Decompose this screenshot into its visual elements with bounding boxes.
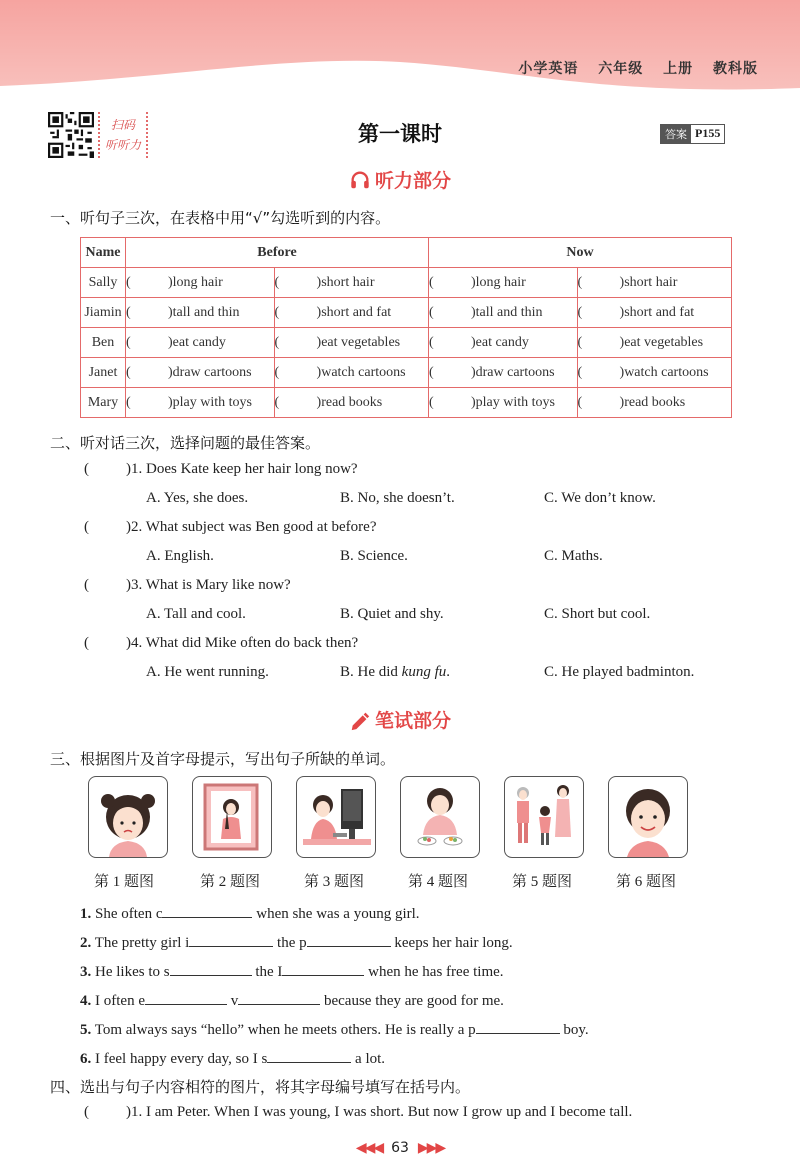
check-option[interactable]: ( )short hair [577, 268, 731, 298]
check-option[interactable]: ( )watch cartoons [274, 358, 428, 388]
picture-caption: 第 4 题图 [408, 874, 469, 890]
answer-option: B. Science. [340, 548, 408, 564]
check-option[interactable]: ( )eat candy [428, 328, 577, 358]
fill-sentence: 3. He likes to s the I when he has free time. [80, 961, 504, 981]
table-row [81, 268, 732, 298]
check-option[interactable]: ( )play with toys [428, 388, 577, 418]
section4-title: 四、选出与句子内容相符的图片，将其字母编号填写在括号内。 [50, 1078, 471, 1096]
check-option[interactable]: ( )read books [274, 388, 428, 418]
pencil-icon [349, 709, 371, 731]
picture-5 [504, 776, 584, 858]
fill-sentence: 5. Tom always says “hello” when he meets others. He is really a p boy. [80, 1019, 589, 1039]
answer-blank[interactable] [282, 961, 364, 976]
picture-2 [192, 776, 272, 858]
check-option[interactable]: ( )draw cartoons [428, 358, 577, 388]
picture-caption: 第 5 题图 [512, 874, 573, 890]
check-option[interactable]: ( )tall and thin [126, 298, 275, 328]
question-row [84, 577, 291, 594]
answer-paren[interactable]: ( [274, 334, 280, 350]
answer-blank[interactable] [145, 990, 227, 1005]
check-option[interactable]: ( )eat vegetables [577, 328, 731, 358]
writing-part-title: 笔试部分 [0, 706, 800, 733]
answer-paren[interactable]: ( [84, 577, 89, 593]
answer-blank[interactable] [476, 1019, 560, 1034]
question-row [84, 461, 358, 478]
answer-paren[interactable]: ( [84, 519, 89, 535]
question-text: )3. What is Mary like now? [126, 577, 291, 593]
section3-title: 三、根据图片及首字母提示，写出句子所缺的单词。 [50, 750, 396, 768]
check-option[interactable]: ( )long hair [428, 268, 577, 298]
fill-sentence: 1. She often c when she was a young girl. [80, 903, 420, 923]
answer-paren[interactable]: ( [84, 461, 89, 477]
answer-option: B. He did kung fu. [340, 664, 450, 680]
check-option[interactable]: ( )eat candy [126, 328, 275, 358]
qr-label: 扫码 听听力 [98, 112, 148, 158]
answer-paren[interactable]: ( [577, 304, 583, 320]
listening-part-title: 听力部分 [0, 166, 800, 193]
col-name-header: Name [81, 238, 126, 268]
right-arrows-icon: ▶▶▶ [417, 1140, 445, 1156]
section1-title: 一、听句子三次，在表格中用“√”勾选听到的内容。 [50, 209, 391, 227]
answer-blank[interactable] [189, 932, 273, 947]
picture-row [88, 776, 698, 858]
page-footer [0, 1140, 800, 1156]
headphones-icon [349, 169, 371, 191]
answer-option: A. Yes, she does. [146, 490, 249, 506]
page-number: 63 [391, 1140, 409, 1156]
picture-caption: 第 1 题图 [94, 874, 155, 890]
answer-option: B. Quiet and shy. [340, 606, 444, 622]
table-row [81, 298, 732, 328]
answer-paren[interactable]: ( [274, 394, 280, 410]
check-option[interactable]: ( )short and fat [274, 298, 428, 328]
answer-paren[interactable]: ( [126, 334, 131, 350]
answer-paren[interactable]: ( [428, 394, 434, 410]
fill-sentence: 2. The pretty girl i the p keeps her hair long. [80, 932, 513, 952]
row-name: Ben [81, 328, 126, 358]
answer-paren[interactable]: ( [126, 394, 131, 410]
answer-option: B. No, she doesn’t. [340, 490, 455, 506]
grade: 六年级 [598, 61, 644, 77]
volume: 上册 [663, 61, 694, 77]
header-wave [0, 0, 800, 110]
fill-sentence: 6. I feel happy every day, so I s a lot. [80, 1048, 385, 1068]
answer-paren[interactable]: ( [577, 364, 583, 380]
check-option[interactable]: ( )read books [577, 388, 731, 418]
question-text: )4. What did Mike often do back then? [126, 635, 359, 651]
question-text: )1. I am Peter. When I was young, I was short. But now I grow up and I become tall. [126, 1104, 633, 1120]
question-row [84, 1104, 632, 1121]
row-name: Sally [81, 268, 126, 298]
picture-caption: 第 6 题图 [616, 874, 677, 890]
answer-blank[interactable] [170, 961, 252, 976]
answer-paren[interactable]: ( [126, 364, 131, 380]
row-name: Mary [81, 388, 126, 418]
book-info [504, 58, 758, 78]
table-row [81, 358, 732, 388]
col-before-header: Before [126, 238, 429, 268]
answer-option: A. Tall and cool. [146, 606, 246, 622]
answer-option: C. Maths. [544, 548, 603, 564]
picture-6 [608, 776, 688, 858]
picture-caption: 第 2 题图 [200, 874, 261, 890]
check-option[interactable]: ( )short and fat [577, 298, 731, 328]
answer-paren[interactable]: ( [274, 364, 280, 380]
col-now-header: Now [428, 238, 731, 268]
answer-paren[interactable]: ( [84, 635, 89, 651]
picture-caption: 第 3 题图 [304, 874, 365, 890]
subject: 小学英语 [518, 61, 579, 77]
check-option[interactable]: ( )tall and thin [428, 298, 577, 328]
answer-blank[interactable] [267, 1048, 351, 1063]
answer-reference: 答案 P155 [660, 124, 725, 144]
answer-option: C. We don’t know. [544, 490, 656, 506]
check-option[interactable]: ( )eat vegetables [274, 328, 428, 358]
hair-habits-table [80, 237, 732, 418]
answer-blank[interactable] [307, 932, 391, 947]
answer-option: C. He played badminton. [544, 664, 695, 680]
question-text: )1. Does Kate keep her hair long now? [126, 461, 358, 477]
answer-option: C. Short but cool. [544, 606, 651, 622]
answer-paren[interactable]: ( [577, 394, 583, 410]
answer-option: A. He went running. [146, 664, 269, 680]
question-row [84, 519, 376, 536]
answer-option: A. English. [146, 548, 214, 564]
check-option[interactable]: ( )watch cartoons [577, 358, 731, 388]
answer-paren[interactable]: ( [428, 304, 434, 320]
answer-paren[interactable]: ( [428, 334, 434, 350]
table-row [81, 388, 732, 418]
answer-paren[interactable]: ( [428, 274, 434, 290]
section2-title: 二、听对话三次，选择问题的最佳答案。 [50, 434, 321, 452]
picture-1 [88, 776, 168, 858]
answer-blank[interactable] [162, 903, 252, 918]
answer-paren[interactable]: ( [577, 334, 583, 350]
row-name: Jiamin [81, 298, 126, 328]
answer-paren[interactable]: ( [274, 274, 280, 290]
answer-paren[interactable]: ( [577, 274, 583, 290]
check-option[interactable]: ( )play with toys [126, 388, 275, 418]
check-option[interactable]: ( )long hair [126, 268, 275, 298]
row-name: Janet [81, 358, 126, 388]
answer-paren[interactable]: ( [84, 1104, 89, 1120]
check-option[interactable]: ( )draw cartoons [126, 358, 275, 388]
lesson-title: 第一课时 [358, 122, 442, 146]
edition: 教科版 [713, 61, 758, 77]
question-text: )2. What subject was Ben good at before? [126, 519, 377, 535]
picture-3 [296, 776, 376, 858]
picture-4 [400, 776, 480, 858]
answer-paren[interactable]: ( [126, 304, 131, 320]
answer-paren[interactable]: ( [126, 274, 131, 290]
answer-blank[interactable] [238, 990, 320, 1005]
answer-paren[interactable]: ( [274, 304, 280, 320]
check-option[interactable]: ( )short hair [274, 268, 428, 298]
fill-sentence: 4. I often e v because they are good for me. [80, 990, 504, 1010]
answer-paren[interactable]: ( [428, 364, 434, 380]
question-row [84, 635, 358, 652]
table-row [81, 328, 732, 358]
left-arrows-icon: ◀◀◀ [355, 1140, 383, 1156]
